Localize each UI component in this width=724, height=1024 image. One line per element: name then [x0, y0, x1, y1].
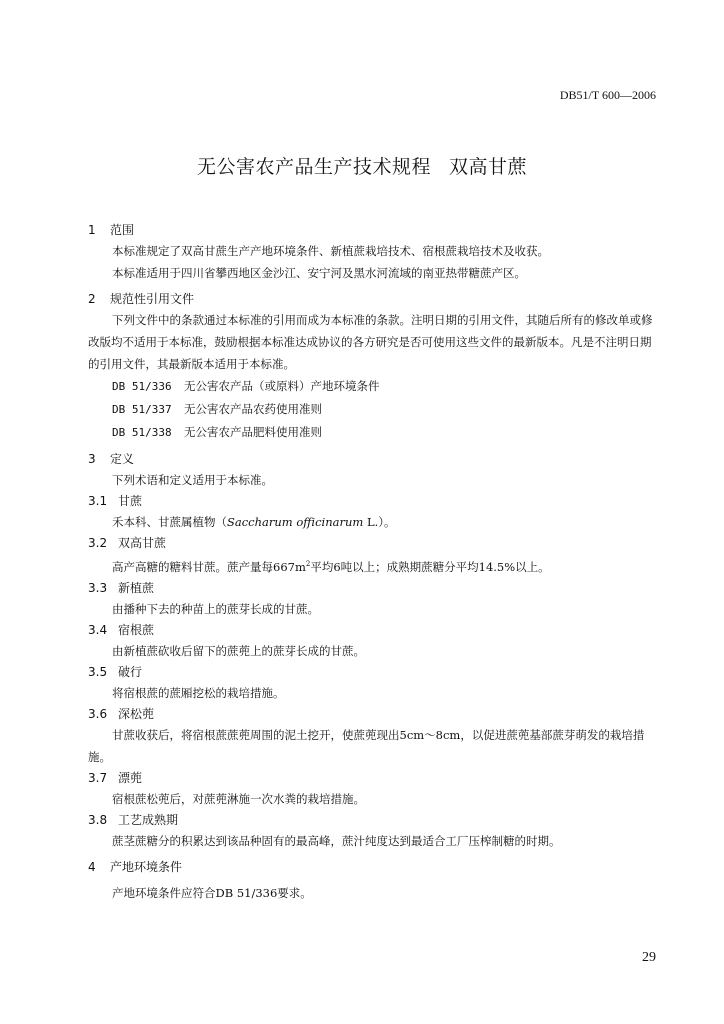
term-heading	[88, 662, 658, 682]
document-body	[88, 220, 658, 904]
standard-code: DB51/T 600—2006	[559, 88, 656, 102]
term-definition: 甘蔗收获后，将宿根蔗蔗蔸周围的泥土挖开，使蔗蔸现出5cm～8cm，以促进蔗蔸基部蔗芽萌发的栽培措施。	[88, 727, 645, 764]
section-2-heading	[88, 289, 658, 309]
term-heading	[88, 810, 658, 830]
term-number: 3.4	[88, 622, 108, 637]
term-number: 3.3	[88, 580, 108, 595]
section-title: 产地环境条件	[110, 859, 183, 874]
term-name: 宿根蔗	[118, 622, 155, 637]
section-title: 范围	[110, 223, 135, 237]
paragraph: 下列文件中的条款通过本标准的引用而成为本标准的条款。注明日期的引用文件，其随后所有的修改单或修改版均不适用于本标准，鼓励根据本标准达成协议的各方研究是否可使用这些文件的最新版本。凡是不注明日期的引用文件，其最新版本适用于本标准。	[88, 313, 653, 371]
term-definition: 蔗茎蔗糖分的积累达到该品种固有的最高峰，蔗汁纯度达到最适合工厂压榨制糖的时期。	[112, 833, 561, 848]
term-number: 3.5	[88, 664, 108, 679]
section-4-heading	[88, 857, 658, 877]
term-heading	[88, 768, 658, 788]
term-name: 破行	[118, 664, 143, 679]
document-title	[0, 152, 724, 179]
reference-item	[88, 375, 658, 398]
term-heading	[88, 704, 658, 724]
reference-code: DB 51/336	[112, 380, 172, 393]
latin-name: Saccharum officinarum	[227, 515, 364, 529]
term-name: 工艺成熟期	[118, 812, 179, 827]
reference-name: 无公害农产品（或原料）产地环境条件	[184, 379, 380, 393]
section-title: 定义	[110, 452, 135, 466]
reference-name: 无公害农产品肥料使用准则	[184, 425, 322, 439]
paragraph: 本标准适用于四川省攀西地区金沙江、安宁河及黑水河流域的南亚热带糖蔗产区。	[112, 266, 526, 280]
term-number: 3.7	[88, 770, 108, 785]
section-title: 规范性引用文件	[110, 292, 195, 306]
term-name: 甘蔗	[118, 494, 143, 508]
term-number: 3.1	[88, 494, 108, 508]
section-number: 4	[88, 859, 96, 874]
section-number: 3	[88, 452, 96, 466]
term-number: 3.2	[88, 536, 108, 550]
term-definition: 由新植蔗砍收后留下的蔗蔸上的蔗芽长成的甘蔗。	[112, 643, 365, 658]
term-definition: 将宿根蔗的蔗厢挖松的栽培措施。	[112, 685, 285, 700]
section-number: 1	[88, 223, 96, 237]
term-heading	[88, 533, 658, 553]
term-number: 3.8	[88, 812, 108, 827]
paragraph: 下列术语和定义适用于本标准。	[112, 473, 273, 487]
term-definition: 高产高糖的糖料甘蔗。蔗产量每$667m^2$平均6吨以上；成熟期蔗糖分平均14.5%以上。	[112, 559, 550, 574]
term-name: 双高甘蔗	[118, 536, 167, 550]
term-name: 深松蔸	[118, 706, 155, 721]
paragraph: 本标准规定了双高甘蔗生产产地环境条件、新植蔗栽培技术、宿根蔗栽培技术及收获。	[112, 244, 549, 258]
term-heading	[88, 578, 658, 598]
reference-name: 无公害农产品农药使用准则	[184, 402, 322, 416]
paragraph: 产地环境条件应符合DB 51/336要求。	[112, 885, 312, 900]
reference-item	[88, 398, 658, 421]
title-sub: 双高甘蔗	[449, 156, 528, 178]
reference-code: DB 51/337	[112, 403, 172, 416]
title-main: 无公害农产品生产技术规程	[196, 156, 431, 178]
section-number: 2	[88, 292, 96, 306]
term-name: 漂蔸	[118, 770, 143, 785]
term-heading	[88, 491, 658, 511]
reference-item	[88, 421, 658, 444]
term-heading	[88, 620, 658, 640]
reference-code: DB 51/338	[112, 426, 172, 439]
term-definition: 由播种下去的种苗上的蔗芽长成的甘蔗。	[112, 601, 319, 616]
term-definition: 宿根蔗松蔸后，对蔗蔸淋施一次水粪的栽培措施。	[112, 791, 365, 806]
section-3-heading	[88, 449, 658, 469]
section-1-heading	[88, 220, 658, 240]
term-number: 3.6	[88, 706, 108, 721]
term-definition: 禾本科、甘蔗属植物（Saccharum officinarum L.）。	[112, 515, 396, 529]
term-name: 新植蔗	[118, 580, 155, 595]
page-number: 29	[642, 950, 656, 965]
